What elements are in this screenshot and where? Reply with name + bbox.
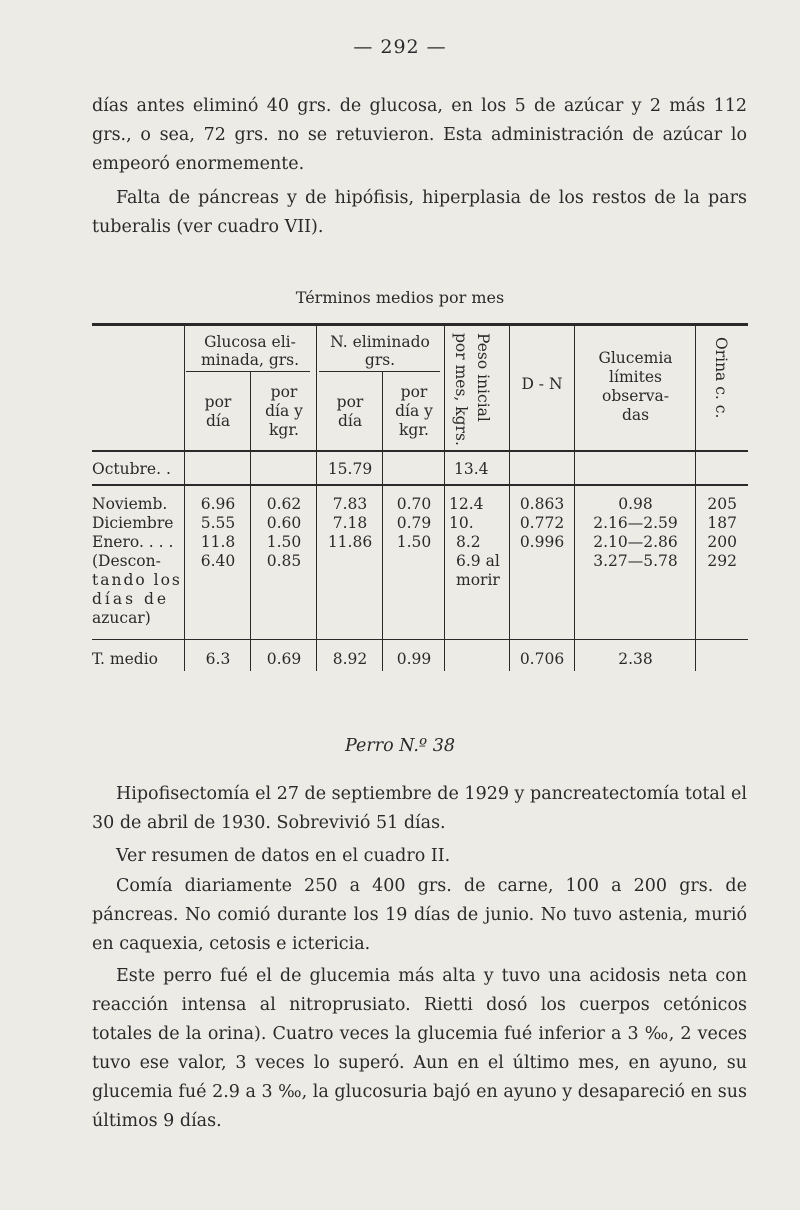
n-dia-noviembre: 7.83: [332, 495, 368, 513]
header-glucosa-line2: minada, grs.: [200, 351, 300, 369]
gluc-kgr-descontando: 0.85: [266, 552, 302, 570]
header-gluc-kgr-1: por: [270, 383, 298, 401]
header-gluc-kgr-2: día y: [265, 402, 303, 420]
orina-enero: 200: [707, 533, 737, 551]
peso-diciembre: 10.: [449, 514, 474, 532]
monthly-averages-table: [92, 323, 748, 675]
row-label-note-1: (Descon-: [92, 552, 161, 570]
col-divider: [444, 326, 445, 671]
section-title-perro-38: Perro N.º 38: [345, 736, 455, 756]
peso-descontando: 6.9 al: [456, 552, 500, 570]
header-dn: D - N: [521, 375, 563, 393]
col-divider: [382, 371, 383, 671]
dn-enero: 0.996: [519, 533, 565, 551]
nitrogen-subrule: [319, 371, 440, 372]
row-label-note-4: azucar): [92, 609, 151, 627]
header-bottom-rule: [92, 450, 748, 452]
tmedio-n-kgr: 0.99: [396, 650, 432, 668]
gluc-dia-diciembre: 5.55: [200, 514, 236, 532]
months-bottom-rule: [92, 639, 748, 640]
tmedio-dn: 0.706: [519, 650, 565, 668]
header-gluc-kgr-3: kgr.: [269, 421, 299, 439]
paragraph-pancreas: Falta de páncreas y de hipófisis, hiperplasia de los restos de la pars tuberalis (ver cuadro VII).: [92, 188, 747, 237]
paragraph-hipofisectomia: Hipofisectomía el 27 de septiembre de 1929 y pancreatectomía total el 30 de abril de 1930. Sobrevivió 51 días.: [92, 784, 747, 833]
gluc-kgr-enero: 1.50: [266, 533, 302, 551]
n-kgr-diciembre: 0.79: [396, 514, 432, 532]
table-top-rule: [92, 323, 748, 326]
gluc-dia-descontando: 6.40: [200, 552, 236, 570]
table-caption: Términos medios por mes: [295, 288, 505, 307]
row-label-enero: Enero. . . .: [92, 533, 174, 551]
header-n-kgr-1: por: [400, 383, 428, 401]
octubre-bottom-rule: [92, 484, 748, 486]
dn-noviembre: 0.863: [519, 495, 565, 513]
row-label-noviembre: Noviemb.: [92, 495, 168, 513]
header-glucemia-4: das: [621, 406, 650, 424]
col-divider: [574, 326, 575, 671]
octubre-n-dia: 15.79: [327, 460, 373, 478]
header-nitrogen-line1: N. eliminado: [330, 333, 430, 351]
header-n-dia: día: [337, 412, 363, 430]
peso-al-morir: morir: [456, 571, 500, 589]
header-gluc-dia: día: [205, 412, 231, 430]
glucemia-diciembre: 2.16—2.59: [593, 514, 678, 532]
row-label-octubre: Octubre. .: [92, 460, 171, 478]
header-glucemia-1: Glucemia: [598, 349, 673, 367]
glucemia-noviembre: 0.98: [618, 495, 653, 513]
paragraph-glucemia: Este perro fué el de glucemia más alta y tuvo una acidosis neta con reacción intensa al nitroprusiato. Rietti dosó los cuerpos cetónicos totales de la orina). Cuatro veces la glucemia fué inferior a 3 ‰, 2 veces tuvo ese valor, 3 veces lo superó. Aun en el último mes, en ayuno, su glucemia fué 2.9 a 3 ‰, la glucosuria bajó en ayuno y desapareció en sus últimos 9 días.: [92, 966, 747, 1131]
row-label-note-2: tando los: [92, 571, 182, 589]
col-divider: [316, 326, 317, 671]
header-glucemia-2: límites: [609, 368, 662, 386]
row-label-tmedio: T. medio: [92, 650, 158, 668]
header-gluc-por: por: [204, 393, 232, 411]
n-dia-diciembre: 7.18: [332, 514, 368, 532]
header-glucemia-3: observa-: [601, 387, 670, 405]
n-kgr-enero: 1.50: [396, 533, 432, 551]
paragraph-continuation: días antes eliminó 40 grs. de glucosa, en los 5 de azúcar y 2 más 112 grs., o sea, 72 grs. no se retuvieron. Esta administración de azúcar lo empeoró enormemente.: [92, 96, 747, 174]
tmedio-gluc-dia: 6.3: [205, 650, 231, 668]
header-nitrogen-line2: grs.: [364, 351, 396, 369]
tmedio-n-dia: 8.92: [332, 650, 368, 668]
col-divider: [250, 371, 251, 671]
page-number: — 292 —: [353, 36, 447, 58]
n-kgr-noviembre: 0.70: [396, 495, 432, 513]
row-label-diciembre: Diciembre: [92, 514, 174, 532]
header-peso-line2: por mes, kgrs.: [452, 333, 470, 446]
col-divider: [184, 326, 185, 671]
header-n-kgr-2: día y: [395, 402, 433, 420]
header-n-kgr-3: kgr.: [399, 421, 429, 439]
paragraph-dieta: Comía diariamente 250 a 400 grs. de carne, 100 a 200 grs. de páncreas. No comió durante los 19 días de junio. No tuvo astenia, murió en caquexia, cetosis e ictericia.: [92, 876, 747, 954]
gluc-dia-noviembre: 6.96: [200, 495, 236, 513]
tmedio-gluc-kgr: 0.69: [266, 650, 302, 668]
header-n-por: por: [336, 393, 364, 411]
header-orina: Orina c. c.: [712, 337, 730, 419]
n-dia-enero: 11.86: [327, 533, 373, 551]
col-divider: [695, 326, 696, 671]
paragraph-ver-resumen: Ver resumen de datos en el cuadro II.: [116, 846, 451, 866]
glucemia-enero: 2.10—2.86: [593, 533, 678, 551]
dn-diciembre: 0.772: [519, 514, 565, 532]
orina-diciembre: 187: [707, 514, 737, 532]
gluc-kgr-diciembre: 0.60: [266, 514, 302, 532]
orina-noviembre: 205: [707, 495, 737, 513]
octubre-peso: 13.4: [454, 460, 489, 478]
peso-enero: 8.2: [456, 533, 481, 551]
row-label-note-3: días de: [92, 590, 170, 608]
peso-noviembre: 12.4: [449, 495, 484, 513]
gluc-dia-enero: 11.8: [200, 533, 236, 551]
orina-descontando: 292: [707, 552, 737, 570]
tmedio-glucemia: 2.38: [618, 650, 653, 668]
gluc-kgr-noviembre: 0.62: [266, 495, 302, 513]
header-glucosa-line1: Glucosa eli-: [204, 333, 296, 351]
header-peso-line1: Peso inicial: [474, 333, 492, 422]
glucemia-descontando: 3.27—5.78: [593, 552, 678, 570]
glucosa-subrule: [186, 371, 310, 372]
